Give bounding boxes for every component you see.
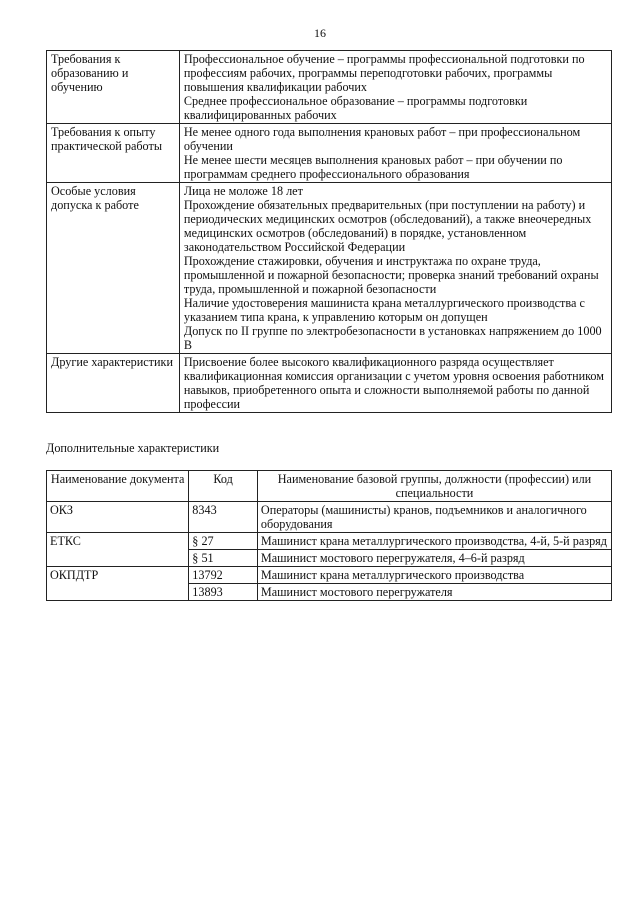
cell-document: ЕТКС — [47, 533, 189, 567]
column-header-code: Код — [189, 471, 258, 502]
requirements-table — [46, 50, 612, 413]
value-line: Прохождение стажировки, обучения и инструктажа по охране труда, промышленной и пожарной безопасности; проверка знаний требований охраны труда, промышленной и пожарной безопасности — [183, 254, 599, 296]
cell-code: 8343 — [189, 502, 258, 533]
cell-name: Машинист мостового перегружателя, 4–6-й разряд — [257, 550, 611, 567]
cell-code: 13792 — [189, 567, 258, 584]
cell-name: Машинист крана металлургического производства, 4-й, 5-й разряд — [257, 533, 611, 550]
cell-document: ОКПДТР — [47, 567, 189, 601]
cell-code: § 51 — [189, 550, 258, 567]
table-row — [47, 533, 612, 550]
value-line: Наличие удостоверения машиниста крана металлургического производства с указанием типа крана, к управлению которым он допущен — [183, 296, 585, 324]
cell-name: Операторы (машинисты) кранов, подъемников и аналогичного оборудования — [257, 502, 611, 533]
value-line: Прохождение обязательных предварительных (при поступлении на работу) и периодических медицинских осмотров (обследований), а также внеочередных медицинских осмотров (обследований) в порядке, установленном законодательством Российской Федерации — [183, 198, 592, 254]
cell-document: ОКЗ — [47, 502, 189, 533]
column-header-document: Наименование документа — [47, 471, 189, 502]
table-row — [47, 183, 612, 354]
table-row — [47, 567, 612, 584]
page-number: 16 — [314, 26, 326, 40]
value-line: Допуск по II группе по электробезопасности в установках напряжением до 1000 В — [183, 324, 602, 352]
value-line: Лица не моложе 18 лет — [183, 184, 303, 198]
value-line: Присвоение более высокого квалификационного разряда осуществляет квалификационная комиссия организации с учетом уровня освоения работником навыков, приобретенного опыта и сложности выполняемой работы по данной профессии — [183, 355, 604, 411]
row-value — [179, 354, 611, 413]
table-row — [47, 124, 612, 183]
value-line: Не менее шести месяцев выполнения крановых работ – при обучении по программам среднего профессионального образования — [183, 153, 563, 181]
table-row — [47, 354, 612, 413]
table-header-row — [47, 471, 612, 502]
value-line: Среднее профессиональное образование – программы подготовки квалифицированных рабочих — [183, 94, 528, 122]
column-header-name: Наименование базовой группы, должности (профессии) или специальности — [257, 471, 611, 502]
table-row — [47, 502, 612, 533]
row-value — [179, 51, 611, 124]
cell-name: Машинист мостового перегружателя — [257, 584, 611, 601]
cell-code: 13893 — [189, 584, 258, 601]
row-label: Другие характеристики — [47, 354, 180, 413]
table-row — [47, 51, 612, 124]
section-heading: Дополнительные характеристики — [46, 441, 220, 455]
cell-name: Машинист крана металлургического производства — [257, 567, 611, 584]
value-line: Профессиональное обучение – программы профессиональной подготовки по профессиям рабочих, программы переподготовки рабочих, программы повышения квалификации рабочих — [183, 52, 585, 94]
additional-characteristics-table — [46, 470, 612, 601]
row-value — [179, 183, 611, 354]
row-label: Требования к опыту практической работы — [47, 124, 180, 183]
value-line: Не менее одного года выполнения крановых работ – при профессиональном обучении — [183, 125, 581, 153]
row-label: Особые условия допуска к работе — [47, 183, 180, 354]
cell-code: § 27 — [189, 533, 258, 550]
row-label: Требования к образованию и обучению — [47, 51, 180, 124]
row-value — [179, 124, 611, 183]
